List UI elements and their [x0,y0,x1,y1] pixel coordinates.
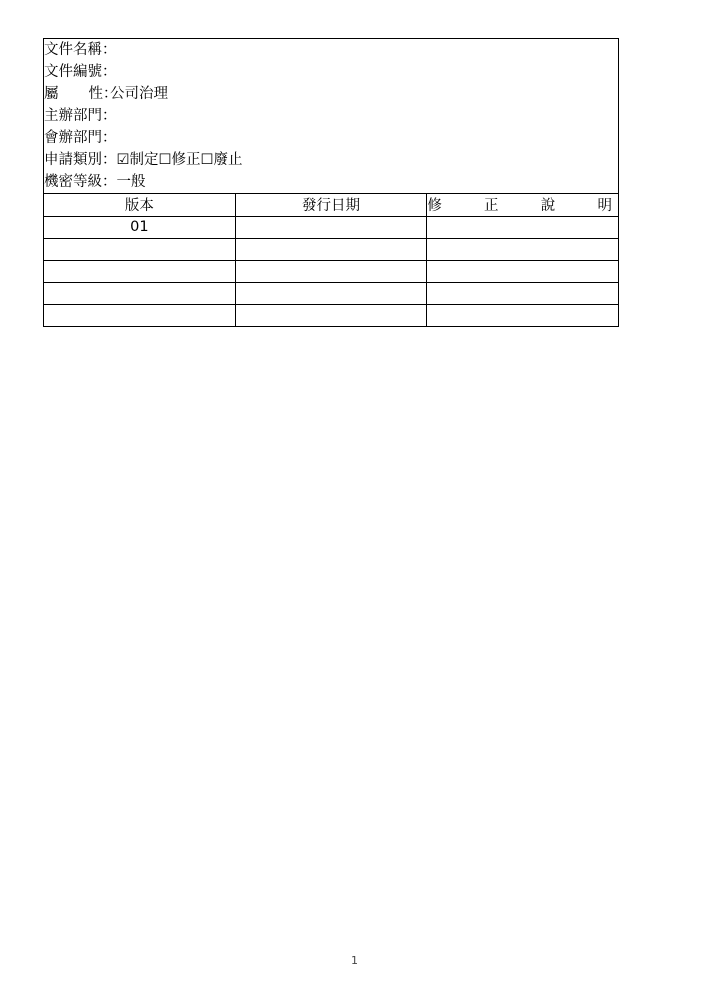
cell-description [427,217,619,239]
column-header-description [427,194,619,217]
field-property-label-prefix: 屬 [44,86,59,103]
checkbox-create-label: 制定 [129,152,159,169]
table-row [44,261,619,283]
checkbox-abolish-label: 廢止 [213,152,243,169]
column-header-version: 版本 [44,194,236,217]
cell-description [427,283,619,305]
cell-date [235,283,427,305]
cell-version [44,261,236,283]
column-header-description-chars [427,194,618,215]
checkbox-revise-icon[interactable]: ☐ [158,152,172,169]
cell-version [44,305,236,327]
cell-version [44,283,236,305]
field-owner-department-label: 主辦部門： [44,108,117,125]
checkbox-revise-label: 修正 [171,152,201,169]
table-header-row [44,194,619,217]
field-cosign-department-label: 會辦部門： [44,130,117,147]
column-header-description-char-1: 修 [427,198,442,215]
document-header-table [43,38,619,327]
column-header-description-char-4: 明 [597,198,612,215]
field-application-category-label: 申請類別： [44,152,117,169]
field-confidentiality-value: 一般 [116,174,146,191]
field-property-label [44,83,118,105]
field-property-value: 公司治理 [110,86,168,103]
checkbox-abolish-icon[interactable]: ☐ [200,152,214,169]
cell-description [427,239,619,261]
field-confidentiality-label: 機密等級： [44,174,117,191]
cell-version [44,239,236,261]
field-property [44,83,618,105]
cell-description [427,305,619,327]
header-info-cell [44,39,619,194]
page-number: 1 [351,954,358,967]
checkbox-create-icon[interactable]: ☑ [116,152,130,169]
cell-date [235,217,427,239]
cell-date [235,239,427,261]
column-header-description-char-3: 說 [540,198,556,215]
cell-description [427,261,619,283]
cell-version: 01 [44,217,236,239]
table-row [44,239,619,261]
column-header-date: 發行日期 [235,194,427,217]
table-row [44,283,619,305]
field-owner-department [44,105,618,127]
table-row [44,305,619,327]
field-property-label-suffix: 性： [88,86,118,103]
field-document-number [44,61,618,83]
field-confidentiality [44,171,618,193]
cell-date [235,261,427,283]
field-document-name [44,39,618,61]
header-info-row [44,39,619,194]
field-cosign-department [44,127,618,149]
cell-date [235,305,427,327]
field-document-number-label: 文件編號： [44,64,117,81]
table-row [44,217,619,239]
field-document-name-label: 文件名稱： [44,42,117,58]
field-application-category [44,149,618,171]
column-header-description-char-2: 正 [484,198,499,215]
